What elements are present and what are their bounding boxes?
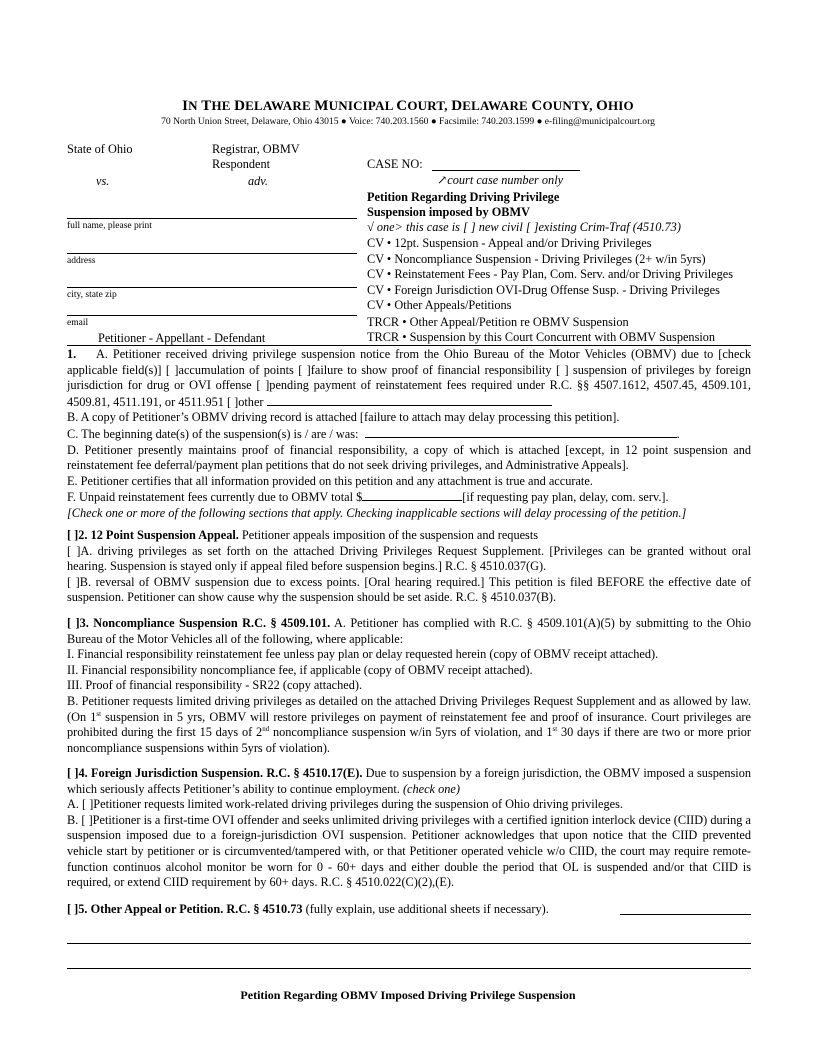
address-caption: address [67, 256, 96, 266]
section-3-b-part4: 30 days if there are two or more prior noncompliance suspensions within 5yrs of violation). [67, 725, 752, 755]
section-4-check-one: (check one) [402, 781, 460, 796]
case-type-option[interactable]: TRCR • Suspension by this Court Concurrent with OBMV Suspension [367, 330, 716, 344]
section-3-b-part2: suspension in 5 yrs, OBMV will restore privileges on payment of reinstatement fee and proof of insurance. Court privileges are prohibited during the first 15 days of 2 [67, 709, 751, 740]
full-name-caption: full name, please print [67, 221, 152, 231]
section-4-checkbox[interactable]: [ ] [67, 766, 79, 780]
section-3-i: I. Financial responsibility reinstatement fee unless pay plan or delay requested herein (copy of OBMV receipt attached). [67, 647, 659, 662]
court-title-word: DELAWARE [234, 98, 311, 114]
case-type-option[interactable]: CV • Other Appeals/Petitions [367, 298, 512, 312]
sup-st-2: st [552, 725, 558, 734]
section-5-field-2[interactable] [67, 943, 751, 944]
section-1-c-end: . [676, 426, 680, 441]
sup-st: st [96, 709, 102, 718]
court-title-word: DELAWARE [451, 98, 528, 114]
section-5-header [67, 902, 549, 917]
section-5-rest: (fully explain, use additional sheets if necessary). [302, 902, 549, 916]
vs-label: vs. [96, 174, 110, 188]
case-type-option[interactable]: TRCR • Other Appeal/Petition re OBMV Suspension [367, 315, 629, 329]
section-1-b[interactable]: B. A copy of Petitioner’s OBMV driving record is attached [failure to attach may delay processing this petition]. [67, 410, 620, 425]
court-address: 70 North Union Street, Delaware, Ohio 43015 ● Voice: 740.203.1560 ● Facsimile: 740.203.1599 ● e-filing@municipalcourt.org [161, 116, 655, 127]
section-1-c [67, 426, 751, 443]
section-5-field-1[interactable] [620, 914, 751, 915]
court-title [0, 98, 816, 115]
court-title-word: COURT, [396, 98, 448, 114]
section-1-f [67, 489, 751, 506]
sup-nd: nd [262, 725, 270, 734]
court-title-word: THE [201, 98, 231, 114]
section-4-intro: Due to suspension by a foreign jurisdiction, the OBMV imposed a suspension which seriously affects Petitioner’s ability to continue employment. [67, 766, 751, 796]
section-2-checkbox[interactable]: [ ] [67, 528, 79, 542]
registrar-label: Registrar, OBMV [212, 142, 300, 156]
section-3 [67, 616, 751, 756]
case-type-option[interactable]: CV • 12pt. Suspension - Appeal and/or Driving Privileges [367, 236, 652, 250]
section-4-title: 4. Foreign Jurisdiction Suspension. R.C. § 4510.17(E). [78, 766, 363, 780]
adv-label: adv. [248, 174, 268, 188]
section-1-e[interactable]: E. Petitioner certifies that all information provided on this petition and any attachment is true and accurate. [67, 473, 593, 488]
section-1-f-pre: F. Unpaid reinstatement fees currently due to OBMV total $ [67, 490, 363, 505]
case-type-option[interactable]: CV • Reinstatement Fees - Pay Plan, Com. Serv. and/or Driving Privileges [367, 267, 734, 281]
section-4-b[interactable]: B. [ ]Petitioner is a first-time OVI offender and seeks unlimited driving privileges with a certified ignition interlock device (CIID) during a suspension imposed due to a foreign-jurisdiction OVI suspension. Petitioner acknowledges that upon notice that the CIID prevented vehicle start by petitioner or is circumvented/tampered with, or that Petitioner operated vehicle w/o CIID, the court may require remote-function continuos alcohol monitor be worn for 0 - 60+ days and either double the period that OL is suspended and/or that CIID is required, or extend CIID requirement by 60+ days. R.C. § 4510.022(C)(2),(E). [67, 812, 751, 890]
court-title-words [182, 98, 634, 113]
unpaid-fees-field[interactable] [362, 489, 462, 501]
section-2 [67, 528, 751, 606]
case-no-label: CASE NO: [367, 157, 423, 171]
section-1-f-post: [if requesting pay plan, delay, com. serv.]. [462, 490, 669, 505]
caption-divider [67, 345, 751, 346]
section-3-b [67, 694, 751, 756]
section-5-field-3[interactable] [67, 968, 751, 969]
email-line[interactable] [67, 315, 357, 316]
court-title-word: MUNICIPAL [314, 98, 393, 114]
section-1 [67, 347, 751, 522]
city-line[interactable] [67, 287, 357, 288]
city-caption: city, state zip [67, 290, 117, 300]
address-line[interactable] [67, 253, 357, 254]
section-5-checkbox[interactable]: [ ] [67, 902, 79, 916]
section-1-a-text[interactable]: A. Petitioner received driving privilege suspension notice from the Ohio Bureau of the Motor Vehicles (OBMV) due to [check applicable field(s)] [ ]accumulation of points [ ]failure to show proof of financial responsibility [ ] suspension of privileges by foreign jurisdiction for drug or OVI offense [ ]pending payment of reinstatement fees required under R.C. §§ 4507.1612, 4507.45, 4509.101, 4509.81, 4511.191, or 4511.951 [ ]other [67, 347, 752, 409]
section-4-a[interactable]: A. [ ]Petitioner requests limited work-related driving privileges during the suspension of Ohio driving privileges. [67, 797, 623, 812]
section-2-a[interactable]: [ ]A. driving privileges as set forth on the attached Driving Privileges Request Supplement. [Privileges can be granted without oral hearing. Suspension is stayed only if appeal filed before suspension begins.] R.C. § 4510.037(G). [67, 543, 751, 574]
petitioner-label: Petitioner - Appellant - Defendant [98, 331, 266, 345]
section-3-title: 3. Noncompliance Suspension R.C. § 4509.101. [79, 616, 331, 630]
case-type-line [367, 220, 681, 235]
section-3-b-part3: noncompliance suspension w/in 5yrs of violation, and 1 [269, 725, 553, 740]
state-of-ohio: State of Ohio [67, 142, 133, 156]
section-2-title: 2. 12 Point Suspension Appeal. [78, 528, 239, 542]
case-no-field[interactable] [432, 170, 580, 171]
section-1-a [67, 347, 751, 410]
footer-title: Petition Regarding OBMV Imposed Driving Privilege Suspension [240, 988, 576, 1002]
case-type-option[interactable]: CV • Foreign Jurisdiction OVI-Drug Offense Susp. - Driving Privileges [367, 283, 720, 297]
case-no-hint: ↗court case number only [437, 173, 564, 187]
respondent-label: Respondent [212, 157, 271, 171]
section-2-header [67, 528, 751, 544]
court-title-word: IN [182, 98, 198, 114]
petition-title-2: Suspension imposed by OBMV [367, 205, 530, 219]
section-3-ii: II. Financial responsibility noncompliance fee, if applicable (copy of OBMV receipt attached). [67, 662, 533, 677]
section-instruction: [Check one or more of the following sections that apply. Checking inapplicable sections will delay processing of the petition.] [67, 505, 687, 520]
court-title-word: COUNTY, [531, 98, 593, 114]
section-5-title: 5. Other Appeal or Petition. R.C. § 4510.73 [78, 902, 303, 916]
section-3-iii: III. Proof of financial responsibility - SR22 (copy attached). [67, 678, 363, 693]
section-3-intro: A. Petitioner has complied with R.C. § 4509.101(A)(5) by submitting to the Ohio Bureau of the Motor Vehicles all of the following, where applicable: [67, 616, 752, 646]
section-1-c-text: C. The beginning date(s) of the suspension(s) is / are / was: [67, 426, 359, 441]
email-caption: email [67, 318, 89, 328]
petition-title-1: Petition Regarding Driving Privilege [367, 190, 560, 204]
section-1-d[interactable]: D. Petitioner presently maintains proof of financial responsibility, a copy of which is attached [except, in 12 point suspension and reinstatement fee deferral/payment plan petitions that do not seek driving privileges, and Administrative Appeals]. [67, 442, 751, 473]
section-3-checkbox[interactable]: [ ] [67, 616, 80, 630]
section-4 [67, 766, 751, 891]
case-type-text[interactable]: one> this case is [ ] new civil [ ]existing Crim-Traf (4510.73) [373, 220, 681, 234]
section-2-b[interactable]: [ ]B. reversal of OBMV suspension due to excess points. [Oral hearing required.] This petition is filed BEFORE the effective date of suspension. Petitioner can show cause why the suspension should be set aside. R.C. § 4510.037(B). [67, 574, 751, 605]
full-name-line[interactable] [67, 218, 357, 219]
suspension-date-field[interactable] [365, 426, 677, 438]
section-4-header [67, 766, 751, 797]
section-3-b-part1: B. Petitioner requests limited driving privileges as detailed on the attached Driving Privileges Request Supplement and as allowed by law. (On 1 [67, 693, 751, 724]
section-2-intro: Petitioner appeals imposition of the suspension and requests [238, 528, 539, 542]
section-1-number: 1. [67, 347, 77, 361]
other-reason-field[interactable] [267, 394, 552, 406]
section-3-header [67, 616, 751, 647]
case-type-option[interactable]: CV • Noncompliance Suspension - Driving Privileges (2+ w/in 5yrs) [367, 252, 706, 266]
check-mark-icon: √ [367, 220, 374, 234]
court-title-word: OHIO [596, 98, 634, 114]
